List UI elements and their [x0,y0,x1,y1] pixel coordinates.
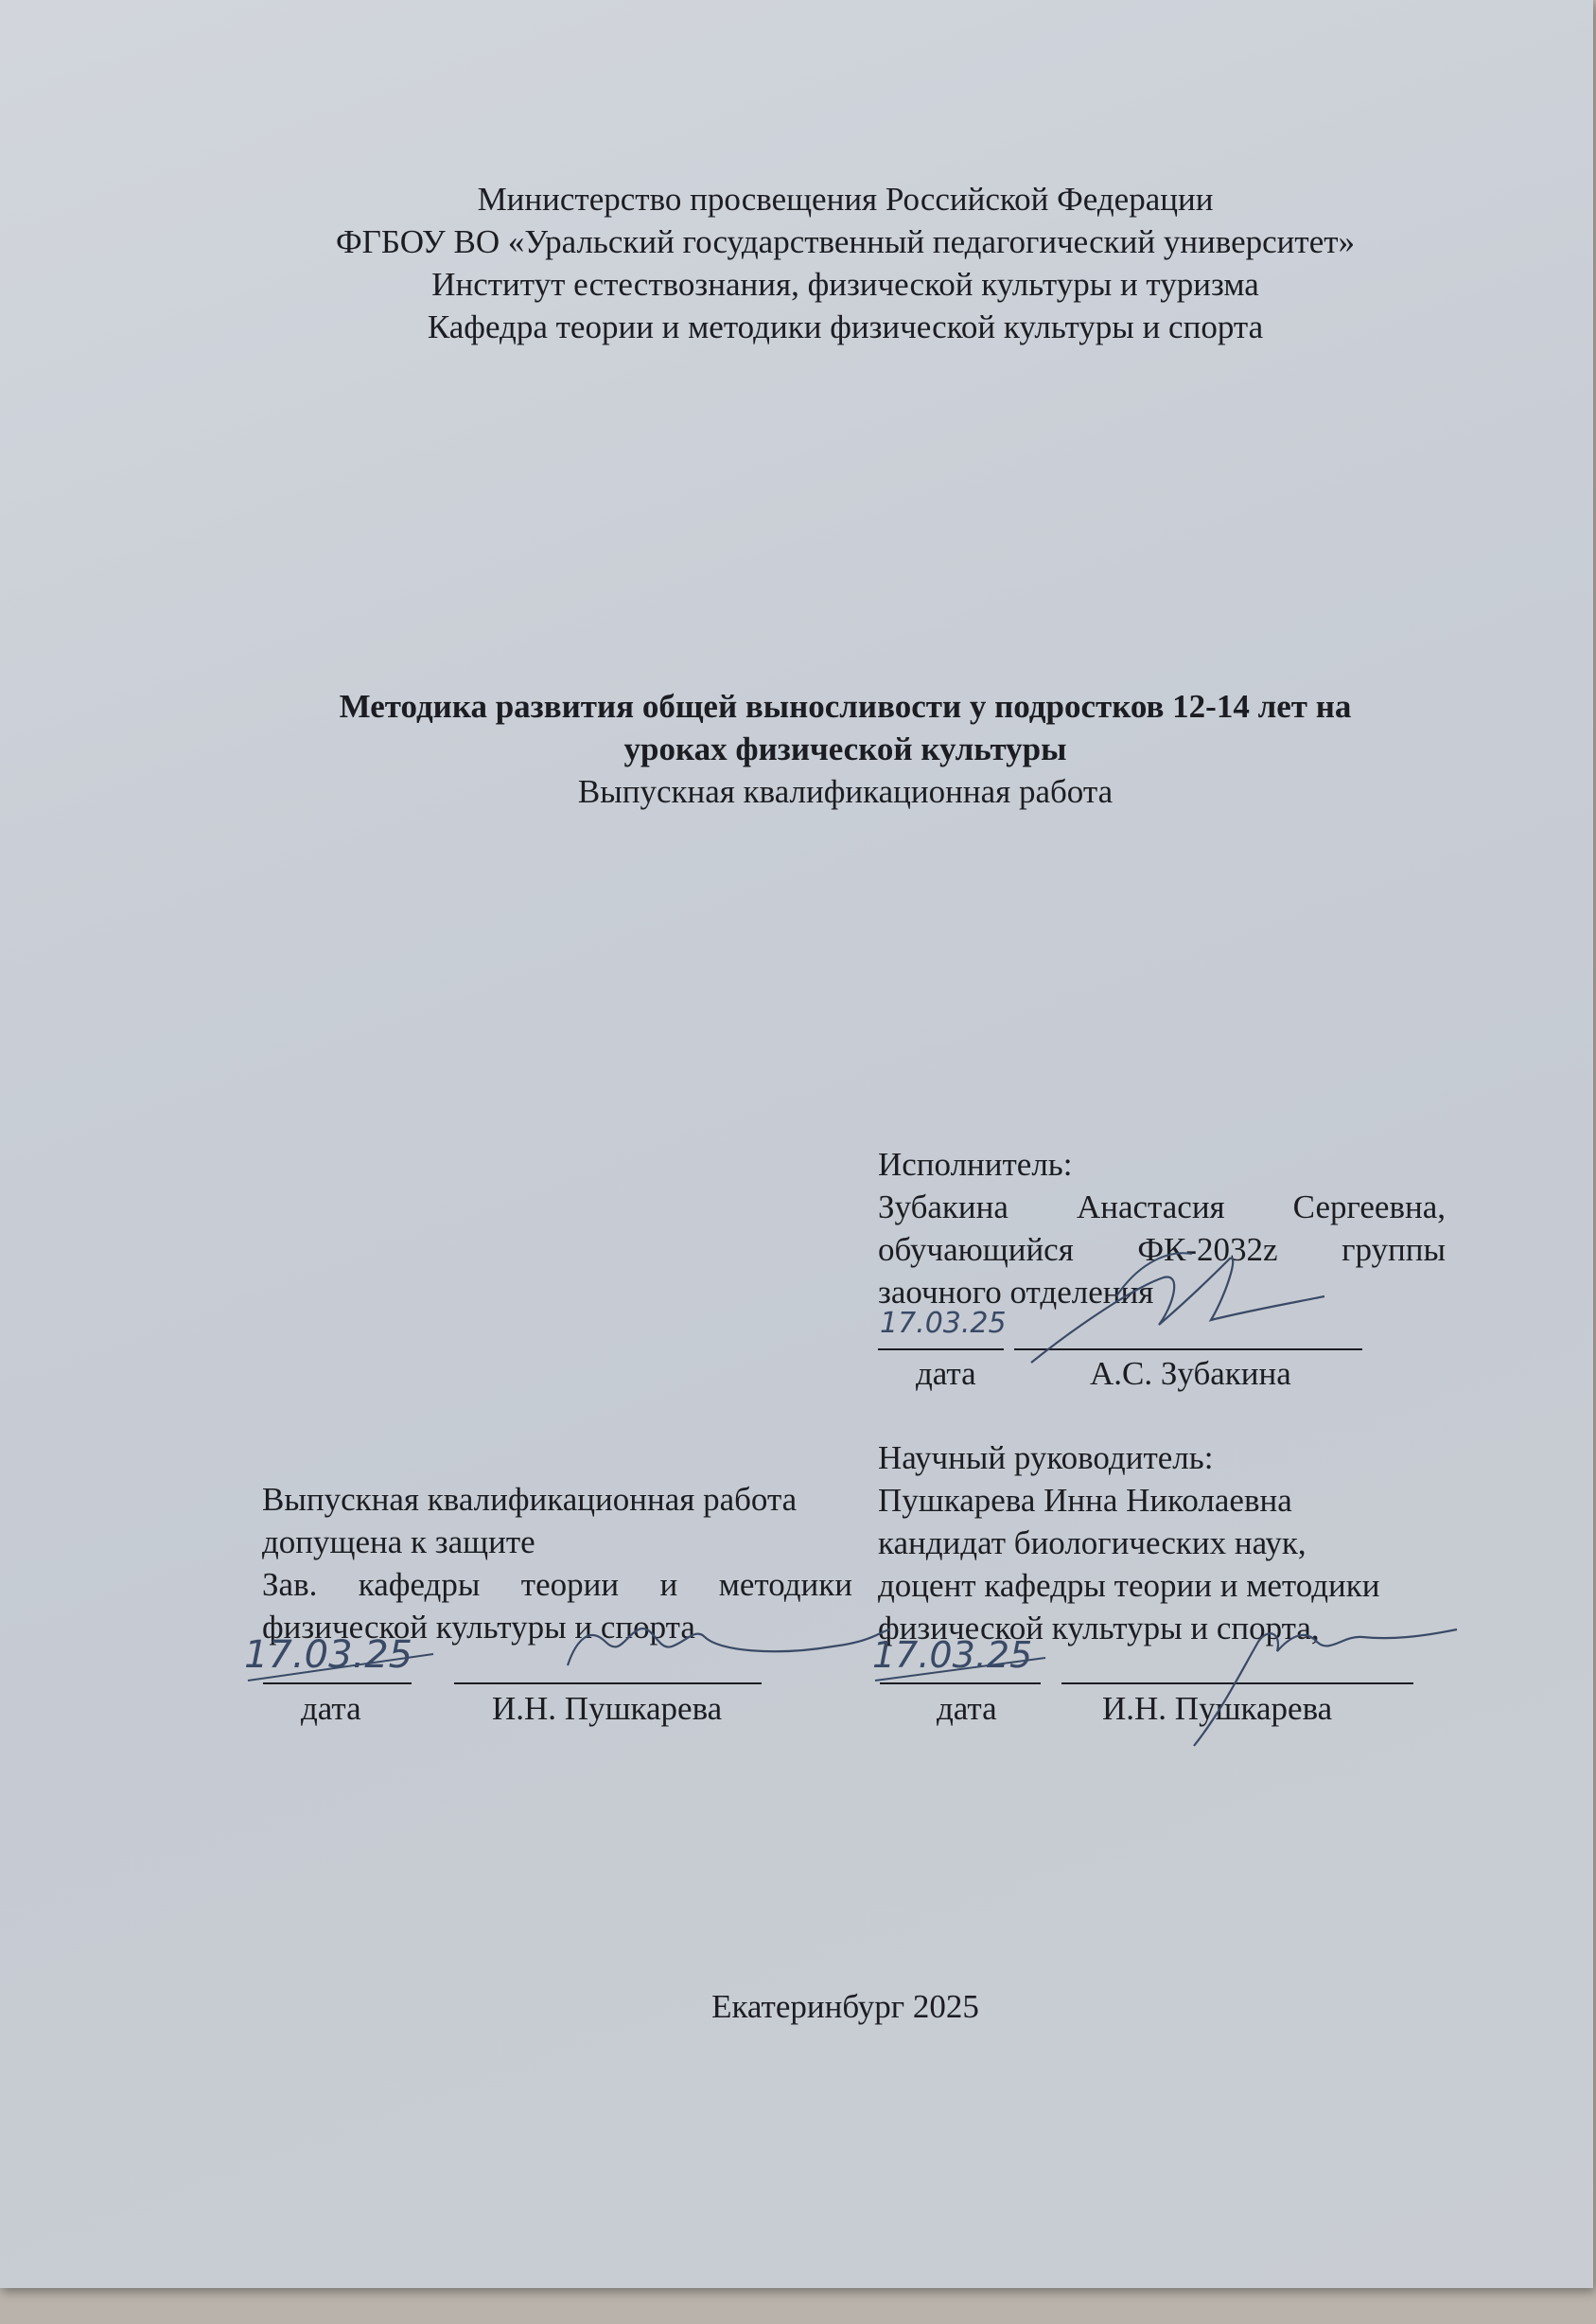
admission-date-caption: дата [301,1690,361,1727]
supervisor-position-1: доцент кафедры теории и методики [878,1567,1380,1604]
supervisor-handwritten-date: 17.03.25 [872,1634,1033,1676]
admission-sign-name: И.Н. Пушкарева [492,1690,723,1727]
executor-group: обучающийся ФК-2032z группы [878,1231,1446,1268]
work-type: Выпускная квалификационная работа [577,773,1114,810]
supervisor-name: Пушкарева Инна Николаевна [878,1482,1292,1519]
executor-department: заочного отделения [878,1274,1154,1311]
admission-line-4: физической культуры и спорта [262,1609,695,1646]
executor-signature-stroke [1116,1253,1192,1296]
admission-handwritten-date: 17.03.25 [244,1633,413,1677]
supervisor-label: Научный руководитель: [878,1439,1214,1476]
ministry-line: Министерство просвещения Российской Федерации [477,181,1214,218]
executor-date-caption: дата [916,1355,976,1392]
admission-signature [568,1629,889,1665]
executor-name: Зубакина Анастасия Сергеевна, [878,1188,1446,1225]
institute-line: Институт естествознания, физической культуры и туризма [431,266,1259,303]
supervisor-signature [1194,1629,1457,1746]
title-line-1: Методика развития общей выносливости у подростков 12-14 лет на [339,688,1352,725]
admission-line-2: допущена к защите [262,1523,535,1560]
executor-handwritten-date: 17.03.25 [880,1307,1007,1340]
admission-line-3: Зав. кафедры теории и методики [262,1566,852,1603]
supervisor-sign-name: И.Н. Пушкарева [1102,1690,1333,1727]
city-year: Екатеринбург 2025 [711,1988,979,2025]
admission-line-1: Выпускная квалификационная работа [262,1481,798,1518]
title-line-2: уроках физической культуры [623,731,1067,767]
supervisor-position-2: физической культуры и спорта, [878,1610,1320,1646]
department-line: Кафедра теории и методики физической культуры и спорта [427,308,1264,345]
executor-signature [1031,1259,1324,1363]
supervisor-degree: кандидат биологических наук, [878,1524,1307,1561]
supervisor-date-caption: дата [937,1690,997,1727]
executor-sign-name: А.С. Зубакина [1090,1355,1291,1392]
executor-label: Исполнитель: [878,1146,1073,1183]
university-line: ФГБОУ ВО «Уральский государственный педагогический университет» [335,223,1356,260]
